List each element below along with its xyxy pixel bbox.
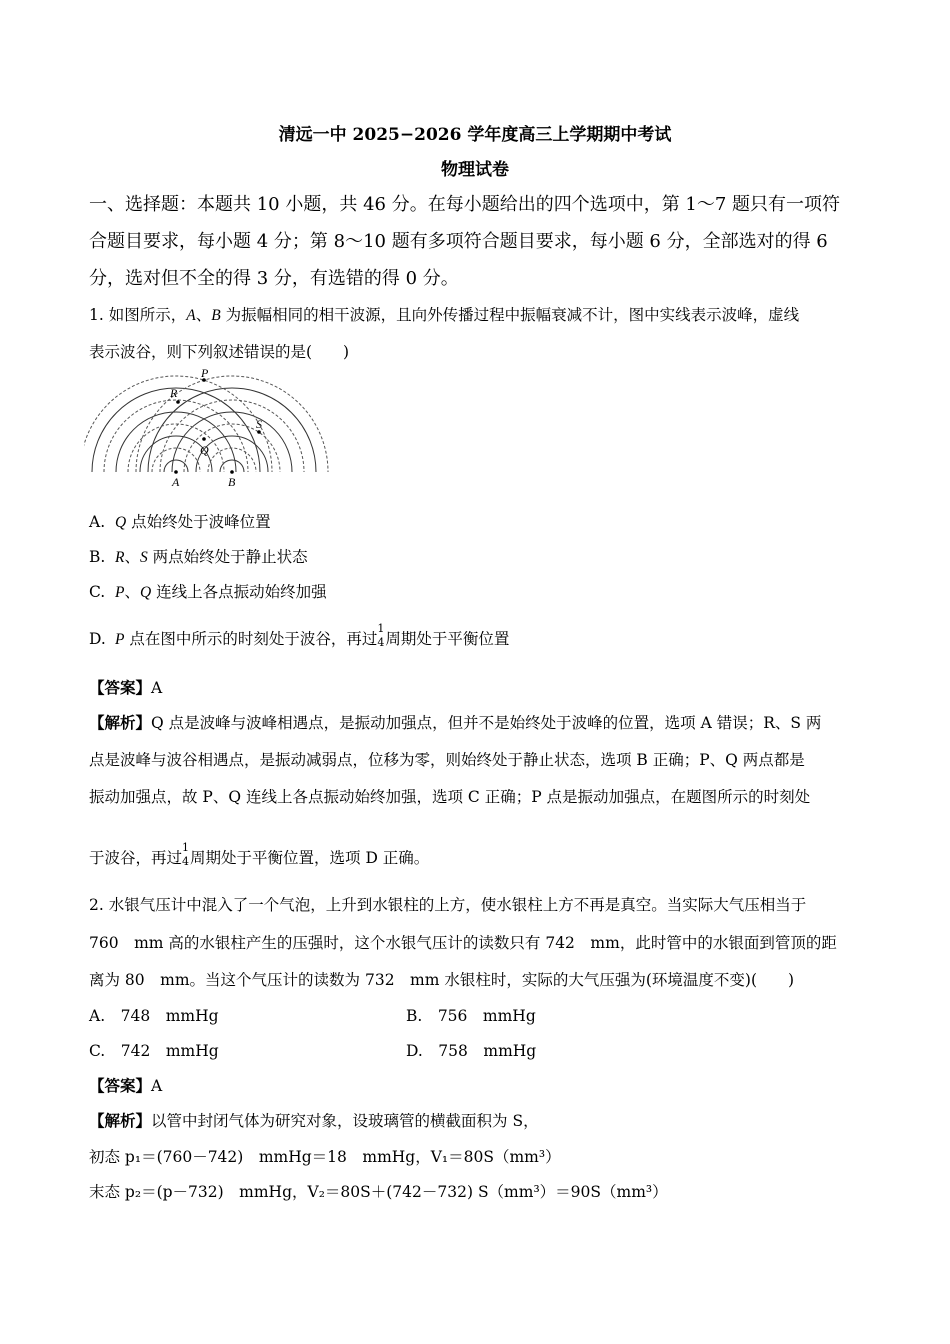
section-instructions-line-2: 合题目要求，每小题 4 分；第 8～10 题有多项符合题目要求，每小题 6 分，全部选对的得 6	[89, 231, 828, 252]
q2-analysis-line-1: 【解析】以管中封闭气体为研究对象，设玻璃管的横截面积为 S，	[89, 1111, 539, 1130]
q2-final-state: 末态 p₂＝(p－732) mmHg，V₂＝80S＋(742－732) S（mm³）＝90S（mm³）	[89, 1183, 668, 1201]
q2-option-a: A. 748 mmHg	[89, 1007, 219, 1025]
crest-a-3	[116, 412, 236, 472]
q1-answer: 【答案】A	[89, 678, 163, 697]
q1-analysis-line-2: 点是波峰与波谷相遇点，是振动减弱点，位移为零，则始终处于静止状态，选项 B 正确；P、Q 两点都是	[89, 751, 805, 769]
q1-stem-line-2: 表示波谷，则下列叙述错误的是( )	[89, 343, 350, 361]
q1-option-c: C. P、Q 连线上各点振动始终加强	[89, 583, 327, 601]
source-a-dot	[174, 470, 178, 474]
q1-analysis-line-4: 于波谷，再过 1 4 周期处于平衡位置，选项 D 正确。	[89, 841, 430, 868]
label-a: A	[172, 475, 180, 489]
q1-stem-line-1: 1. 如图所示，A、B 为振幅相同的相干波源，且向外传播过程中振幅衰减不计，图中实线表示波峰，虚线	[89, 306, 800, 324]
label-q: Q	[200, 443, 209, 457]
label-s: S	[256, 417, 262, 431]
q2-option-b: B. 756 mmHg	[406, 1007, 536, 1025]
source-b-dot	[230, 470, 234, 474]
q1-analysis-line-3: 振动加强点，故 P、Q 连线上各点振动始终加强，选项 C 正确；P 点是振动加强点，在题图所示的时刻处	[89, 788, 811, 806]
section-instructions-line-1: 一、选择题：本题共 10 小题，共 46 分。在每小题给出的四个选项中，第 1～7 题只有一项符	[89, 194, 841, 215]
label-r: R	[170, 386, 178, 400]
wave-interference-figure	[84, 368, 329, 490]
crest-b-3	[172, 412, 292, 472]
label-b: B	[228, 475, 236, 489]
q2-stem-line-3: 离为 80 mm。当这个气压计的读数为 732 mm 水银柱时，实际的大气压强为(环境温度不变)( )	[89, 971, 795, 989]
q2-stem-line-2: 760 mm 高的水银柱产生的压强时，这个水银气压计的读数只有 742 mm，此时管中的水银面到管顶的距	[89, 934, 837, 952]
label-p: P	[201, 368, 209, 380]
q1-option-d: D. P 点在图中所示的时刻处于波谷，再过 1 4 周期处于平衡位置	[89, 622, 510, 649]
exam-title: 清远一中 2025−2026 学年度高三上学期期中考试	[278, 125, 672, 145]
point-r-dot	[176, 400, 180, 404]
q2-answer: 【答案】A	[89, 1076, 163, 1095]
exam-subtitle: 物理试卷	[441, 160, 509, 180]
q2-option-c: C. 742 mmHg	[89, 1042, 219, 1060]
q1-option-a: A. Q 点始终处于波峰位置	[89, 513, 271, 531]
q1-analysis-line-1: 【解析】Q 点是波峰与波峰相遇点，是振动加强点，但并不是始终处于波峰的位置，选项 A 错误；R、S 两	[89, 713, 822, 732]
point-q-dot	[202, 437, 206, 441]
section-instructions-line-3: 分，选对但不全的得 3 分，有选错的得 0 分。	[89, 268, 459, 289]
q2-option-d: D. 758 mmHg	[406, 1042, 537, 1060]
q2-stem-line-1: 2. 水银气压计中混入了一个气泡，上升到水银柱的上方，使水银柱上方不再是真空。当实际大气压相当于	[89, 896, 807, 914]
q1-option-b: B. R、S 两点始终处于静止状态	[89, 548, 308, 566]
q2-initial-state: 初态 p₁＝(760－742) mmHg＝18 mmHg，V₁＝80S（mm³）	[89, 1148, 561, 1166]
